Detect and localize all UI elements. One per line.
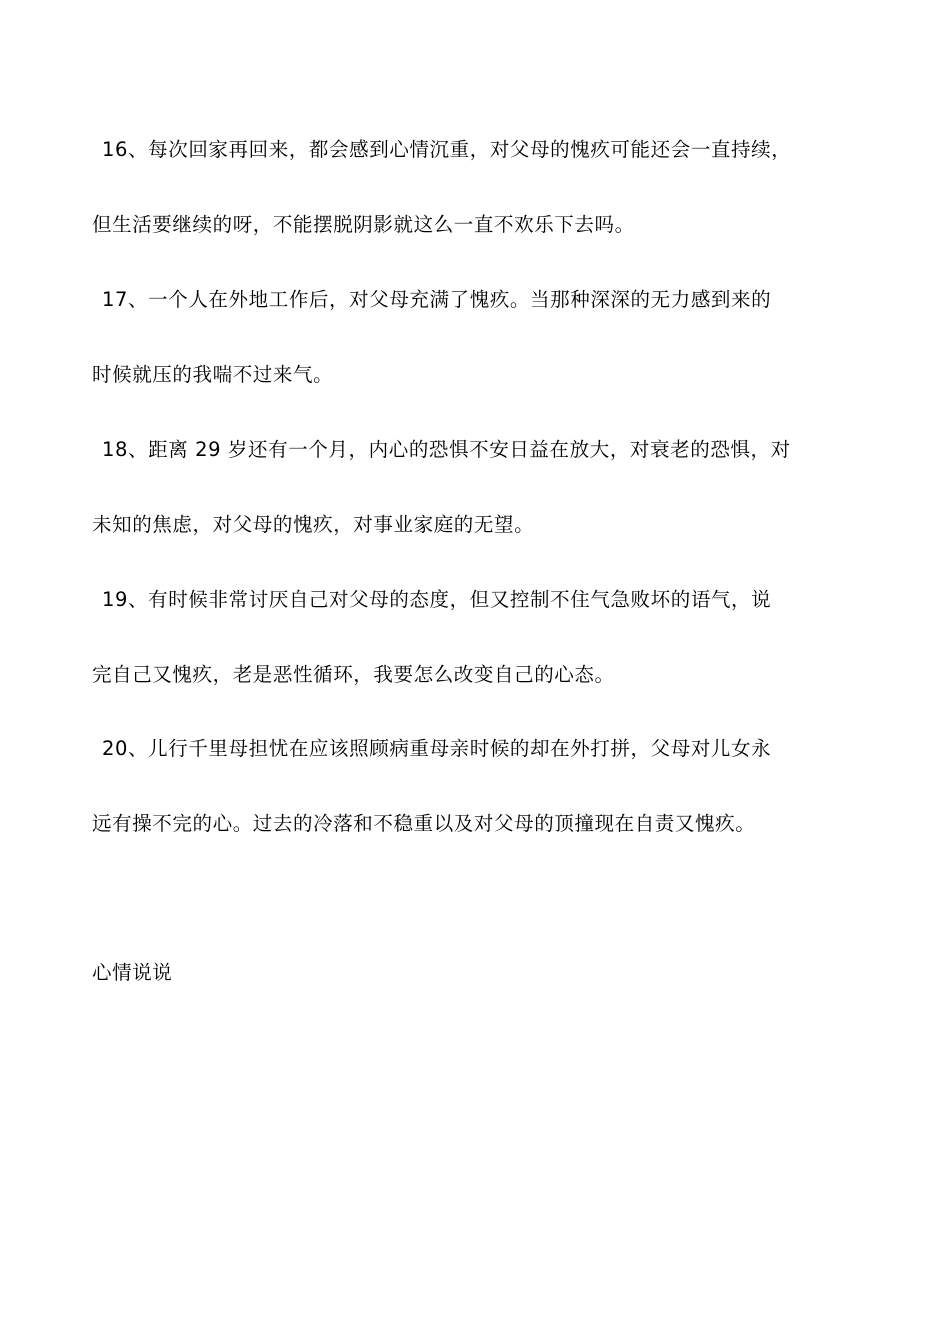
paragraph-line: 17、一个人在外地工作后，对父母充满了愧疚。当那种深深的无力感到来的: [102, 288, 772, 311]
paragraph-line: 未知的焦虑，对父母的愧疚，对事业家庭的无望。: [92, 513, 535, 536]
footer-label: 心情说说: [92, 961, 173, 984]
paragraph-line: 时候就压的我喘不过来气。: [92, 363, 334, 386]
paragraph-line: 但生活要继续的呀，不能摆脱阴影就这么一直不欢乐下去吗。: [92, 213, 635, 236]
paragraph-line: 20、儿行千里母担忧在应该照顾病重母亲时候的却在外打拼，父母对儿女永: [102, 737, 772, 760]
paragraph-line: 完自己又愧疚，老是恶性循环，我要怎么改变自己的心态。: [92, 663, 615, 686]
paragraph-line: 19、有时候非常讨厌自己对父母的态度，但又控制不住气急败坏的语气，说: [102, 588, 772, 611]
paragraph-line: 远有操不完的心。过去的冷落和不稳重以及对父母的顶撞现在自责又愧疚。: [92, 812, 756, 835]
paragraph-line: 16、每次回家再回来，都会感到心情沉重，对父母的愧疚可能还会一直持续，: [102, 138, 792, 161]
paragraph-line: 18、距离 29 岁还有一个月，内心的恐惧不安日益在放大，对衰老的恐惧，对: [102, 438, 791, 461]
